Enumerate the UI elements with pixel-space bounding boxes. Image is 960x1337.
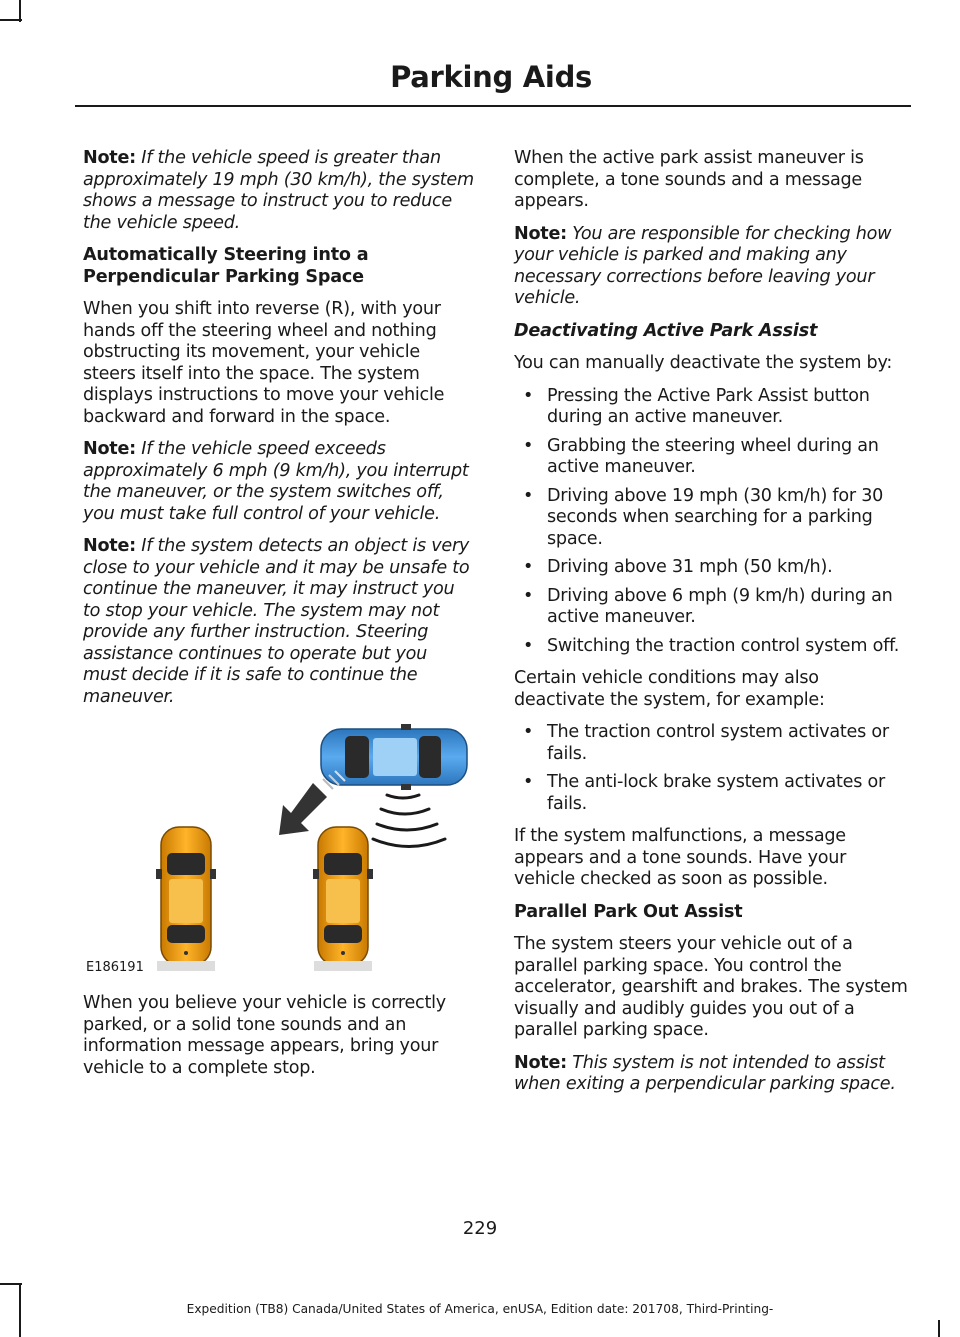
paragraph-reverse: When you shift into reverse (R), with your hands off the steering wheel and nothing obstructing its movement, your vehicle steers itself into the space. The system displays instructions to move your vehicle backward and forward in the space.	[83, 299, 445, 427]
note-responsible	[514, 224, 908, 310]
bullet: •	[523, 585, 534, 606]
bullet: •	[523, 485, 534, 506]
note-speed-exceeds	[83, 439, 475, 525]
conditions-list	[514, 722, 908, 815]
footer-edition: Expedition (TB8) Canada/United States of America, enUSA, Edition date: 201708, Third-Printing-	[186, 1302, 774, 1316]
motion-arrow-icon	[279, 771, 345, 835]
bullet: •	[523, 635, 534, 656]
right-column	[514, 148, 908, 1107]
list-item: • Driving above 31 mph (50 km/h).	[523, 557, 833, 577]
deactivation-list	[514, 386, 908, 658]
crop-mark-bottom-right	[938, 1320, 940, 1337]
paragraph-malfunction: If the system malfunctions, a message appears and a tone sounds. Have your vehicle checked as soon as possible.	[514, 826, 847, 889]
bullet: •	[523, 435, 534, 456]
note-label: Note:	[514, 223, 567, 244]
bullet: •	[523, 772, 534, 792]
section-heading-perpendicular: Automatically Steering into a Perpendicular Parking Space	[83, 245, 369, 287]
paragraph-vehicle-conditions: Certain vehicle conditions may also deactivate the system, for example:	[514, 668, 825, 710]
note-text: If the system detects an object is very close to your vehicle and it may be unsafe to continue the maneuver, it may instruct you to stop your vehicle. The system may not provide any further instruction. Steering assistance continues to operate but you must decide if it is safe to continue the maneuver.	[83, 536, 470, 707]
note-label: Note:	[514, 1052, 567, 1073]
section-heading-deactivating: Deactivating Active Park Assist	[514, 320, 818, 341]
note-object-detected	[83, 536, 475, 708]
paragraph-correctly-parked: When you believe your vehicle is correctly parked, or a solid tone sounds and an information message appears, bring your vehicle to a complete stop.	[83, 993, 446, 1078]
section-heading-park-out: Parallel Park Out Assist	[514, 901, 743, 922]
note-text: If the vehicle speed is greater than approximately 19 mph (30 km/h), the system shows a message to instruct you to reduce the vehicle speed.	[83, 148, 474, 233]
bullet: •	[523, 385, 534, 406]
bullet: •	[523, 557, 534, 577]
left-column	[83, 148, 475, 1090]
list-item: • The anti-lock brake system activates or fails.	[523, 772, 886, 814]
list-item: • Switching the traction control system off.	[523, 635, 900, 656]
list-item: • The traction control system activates or fails.	[523, 722, 889, 764]
parked-car-right	[313, 827, 373, 971]
sensor-waves	[373, 795, 445, 847]
note-text: If the vehicle speed exceeds approximately 6 mph (9 km/h), you interrupt the maneuver, or the system switches off, you must take full control of your vehicle.	[83, 439, 469, 524]
note-text: This system is not intended to assist when exiting a perpendicular parking space.	[514, 1052, 896, 1094]
page-number: 229	[462, 1218, 498, 1239]
note-label: Note:	[83, 439, 136, 459]
list-item: • Driving above 6 mph (9 km/h) during an active maneuver.	[523, 585, 893, 627]
paragraph-manual-deactivate: You can manually deactivate the system by:	[514, 353, 893, 373]
header-divider	[75, 105, 911, 107]
list-item: • Pressing the Active Park Assist button during an active maneuver.	[523, 385, 870, 427]
paragraph-park-out: The system steers your vehicle out of a parallel parking space. You control the accelerator, gearshift and brakes. The system visually and audibly guides you out of a parallel parking space.	[514, 934, 908, 1040]
list-item: • Grabbing the steering wheel during an active maneuver.	[523, 435, 879, 477]
parking-diagram-svg	[83, 719, 475, 981]
note-speed-limit	[83, 148, 475, 234]
crop-mark-bottom-left-h	[0, 1283, 22, 1285]
figure-id: E186191	[86, 960, 144, 975]
bullet: •	[523, 722, 534, 742]
note-not-perpendicular	[514, 1053, 908, 1096]
note-label: Note:	[83, 536, 136, 556]
parking-illustration	[83, 719, 475, 981]
paragraph-maneuver-complete: When the active park assist maneuver is complete, a tone sounds and a message appears.	[514, 148, 864, 211]
crop-mark-top-left-h	[0, 19, 22, 21]
note-text: You are responsible for checking how your vehicle is parked and making any necessary corrections before leaving your vehicle.	[514, 223, 892, 308]
note-label: Note:	[83, 148, 136, 168]
parked-car-left	[156, 827, 216, 971]
page-header-title: Parking Aids	[390, 60, 592, 94]
list-item: • Driving above 19 mph (30 km/h) for 30 seconds when searching for a parking space.	[523, 485, 884, 549]
